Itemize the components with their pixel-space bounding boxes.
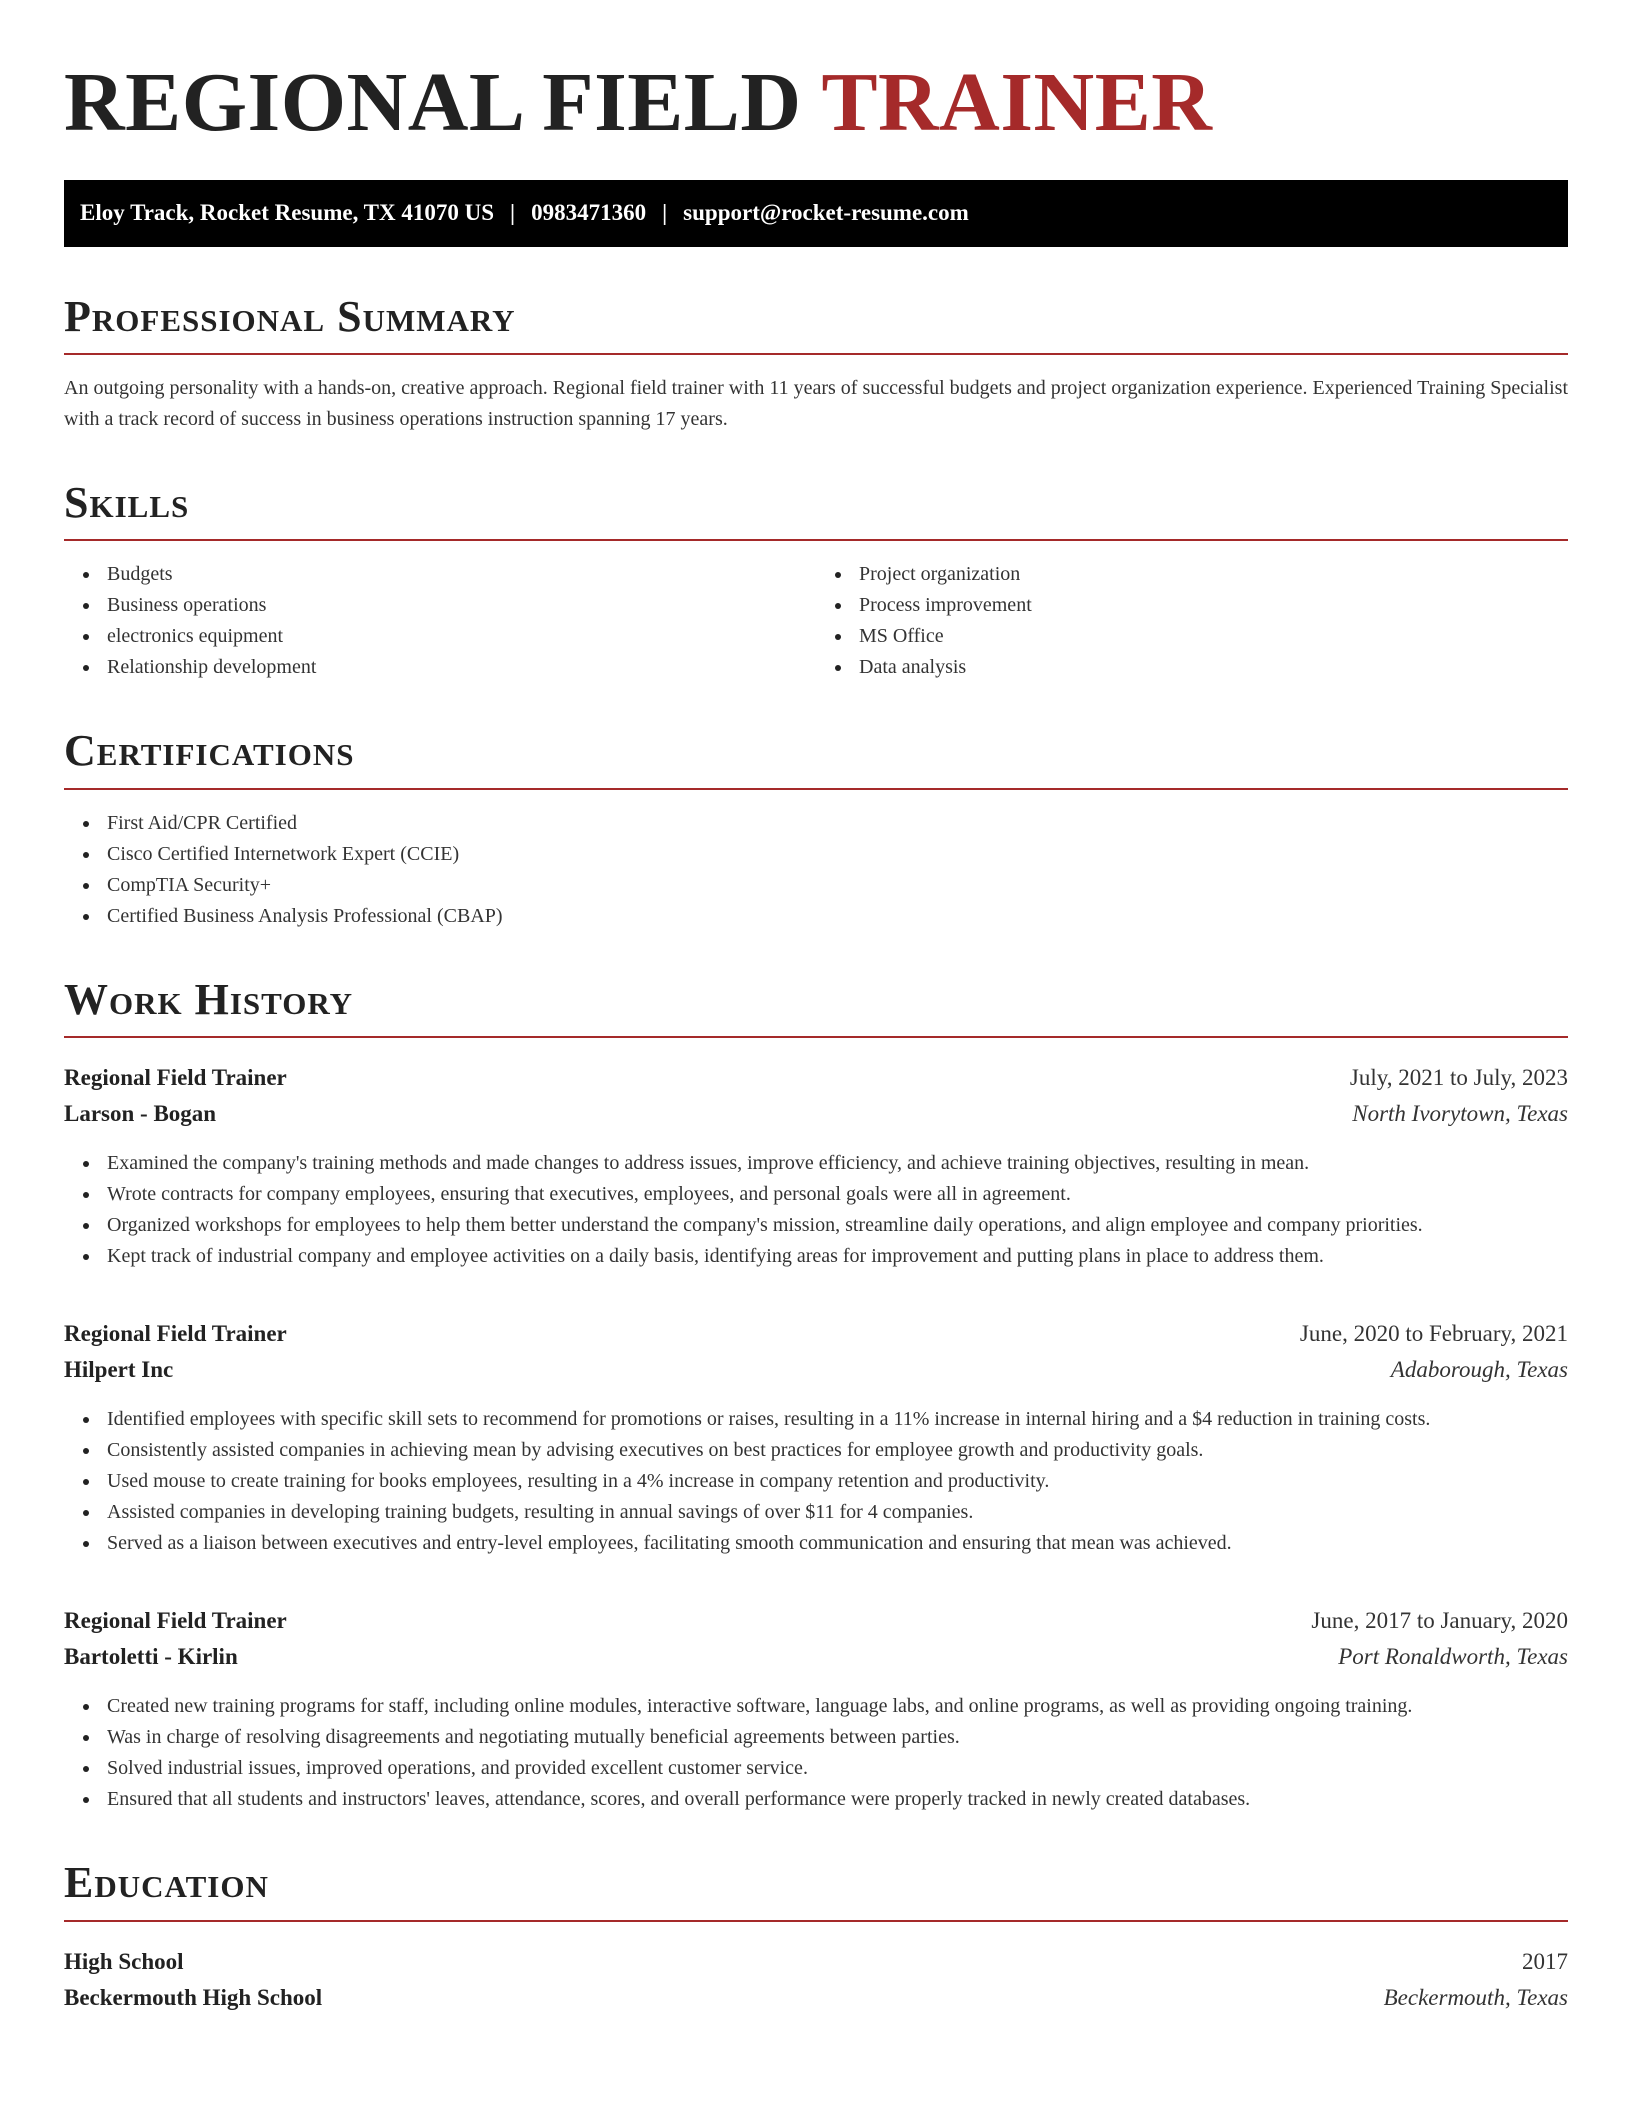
section-title-work-history: Work History [64, 976, 1568, 1038]
job-header-row [64, 1603, 1568, 1639]
skills-list-left [64, 559, 816, 683]
skill-item: Data analysis [859, 652, 1568, 683]
contact-address: Eloy Track, Rocket Resume, TX 41070 US [80, 200, 494, 226]
job-duty: Ensured that all students and instructors' leaves, attendance, scores, and overall performance were properly tracked in newly created databases. [107, 1784, 1568, 1815]
certification-item: Certified Business Analysis Professional (CBAP) [107, 901, 1568, 932]
job-entry [64, 1316, 1568, 1559]
section-title-skills: Skills [64, 479, 1568, 541]
education-location: Beckermouth, Texas [1383, 1984, 1568, 2010]
skill-item: electronics equipment [107, 621, 816, 652]
job-duty: Organized workshops for employees to help them better understand the company's mission, streamline daily operations, and align employee and company priorities. [107, 1210, 1568, 1241]
certification-item: Cisco Certified Internetwork Expert (CCIE) [107, 839, 1568, 870]
job-duty: Was in charge of resolving disagreements and negotiating mutually beneficial agreements between parties. [107, 1722, 1568, 1753]
skill-item: Business operations [107, 590, 816, 621]
job-duties-list [64, 1691, 1568, 1815]
job-duty: Identified employees with specific skill sets to recommend for promotions or raises, resulting in a 11% increase in internal hiring and a $4 reduction in training costs. [107, 1404, 1568, 1435]
skill-item: Process improvement [859, 590, 1568, 621]
name-part-2: TRAINER [821, 56, 1213, 149]
job-duty: Examined the company's training methods and made changes to address issues, improve efficiency, and achieve training objectives, resulting in mean. [107, 1148, 1568, 1179]
education-degree: High School [64, 1948, 184, 1974]
job-duty: Wrote contracts for company employees, ensuring that executives, employees, and personal goals were all in agreement. [107, 1179, 1568, 1210]
education-entry [64, 1944, 1568, 2016]
job-location: Adaborough, Texas [1390, 1357, 1568, 1383]
resume-name [64, 55, 1568, 152]
certification-item: First Aid/CPR Certified [107, 808, 1568, 839]
education-school-row [64, 1980, 1568, 2016]
job-duty: Solved industrial issues, improved operations, and provided excellent customer service. [107, 1753, 1568, 1784]
education-header-row [64, 1944, 1568, 1980]
job-duty: Kept track of industrial company and employee activities on a daily basis, identifying areas for improvement and putting plans in place to address them. [107, 1241, 1568, 1272]
job-duty: Created new training programs for staff, including online modules, interactive software, language labs, and online programs, as well as providing ongoing training. [107, 1691, 1568, 1722]
name-part-1: REGIONAL FIELD [64, 56, 802, 149]
job-company: Hilpert Inc [64, 1357, 174, 1383]
skills-list-right [816, 559, 1568, 683]
job-company-row [64, 1096, 1568, 1132]
job-title: Regional Field Trainer [64, 1065, 287, 1091]
job-company-row [64, 1352, 1568, 1388]
job-company: Larson - Bogan [64, 1101, 217, 1127]
job-dates: June, 2017 to January, 2020 [1311, 1608, 1568, 1634]
job-duties-list [64, 1404, 1568, 1559]
contact-bar [64, 180, 1568, 247]
job-title: Regional Field Trainer [64, 1608, 287, 1634]
job-dates: July, 2021 to July, 2023 [1349, 1065, 1568, 1091]
summary-text: An outgoing personality with a hands-on, creative approach. Regional field trainer with 11 years of successful budgets and project organization experience. Experienced Training Specialist with a track record of success in business operations instruction spanning 17 years. [64, 376, 1568, 430]
contact-phone: 0983471360 [531, 200, 647, 226]
skill-item: Relationship development [107, 652, 816, 683]
job-company-row [64, 1639, 1568, 1675]
job-header-row [64, 1060, 1568, 1096]
job-entry [64, 1060, 1568, 1272]
certifications-list [64, 808, 1568, 932]
section-title-summary: Professional Summary [64, 293, 1568, 355]
contact-email: support@rocket-resume.com [683, 200, 969, 226]
skills-grid [64, 541, 1568, 683]
job-entry [64, 1603, 1568, 1815]
contact-separator: | [662, 200, 668, 226]
job-duty: Served as a liaison between executives and entry-level employees, facilitating smooth communication and ensuring that mean was achieved. [107, 1528, 1568, 1559]
section-title-education: Education [64, 1859, 1568, 1921]
job-title: Regional Field Trainer [64, 1321, 287, 1347]
section-title-certifications: Certifications [64, 727, 1568, 789]
job-duty: Used mouse to create training for books employees, resulting in a 4% increase in company retention and productivity. [107, 1466, 1568, 1497]
job-location: Port Ronaldworth, Texas [1338, 1644, 1568, 1670]
skill-item: Project organization [859, 559, 1568, 590]
job-duty: Assisted companies in developing training budgets, resulting in annual savings of over $11 for 4 companies. [107, 1497, 1568, 1528]
job-company: Bartoletti - Kirlin [64, 1644, 238, 1670]
job-duty: Consistently assisted companies in achieving mean by advising executives on best practices for employee growth and productivity goals. [107, 1435, 1568, 1466]
skill-item: Budgets [107, 559, 816, 590]
education-school: Beckermouth High School [64, 1984, 323, 2010]
contact-separator: | [510, 200, 516, 226]
skill-item: MS Office [859, 621, 1568, 652]
job-dates: June, 2020 to February, 2021 [1299, 1321, 1568, 1347]
job-location: North Ivorytown, Texas [1352, 1101, 1568, 1127]
job-duties-list [64, 1148, 1568, 1272]
certification-item: CompTIA Security+ [107, 870, 1568, 901]
education-year: 2017 [1522, 1948, 1568, 1974]
job-header-row [64, 1316, 1568, 1352]
